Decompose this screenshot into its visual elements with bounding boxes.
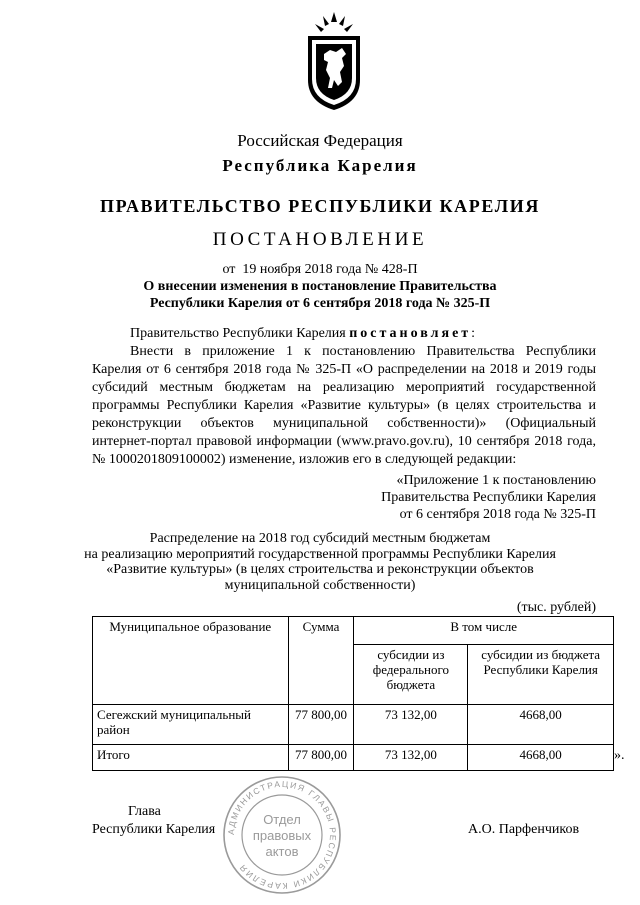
subsidy-table <box>92 616 614 771</box>
appendix-reference <box>296 472 596 523</box>
document-subject-line-1: О внесении изменения в постановление Правительства <box>143 279 497 294</box>
country-name: Российская Федерация <box>237 131 403 150</box>
distribution-title <box>0 531 640 593</box>
document-type: ПОСТАНОВЛЕНИЕ <box>212 229 428 250</box>
document-subject-line-2: Республики Карелия от 6 сентября 2018 года № 325-П <box>149 296 491 311</box>
stamp-line-2: правовых <box>252 828 312 843</box>
cell-municipality: Итого <box>93 745 289 771</box>
signatory-name: А.О. Парфенчиков <box>468 822 580 837</box>
government-title: ПРАВИТЕЛЬСТВО РЕСПУБЛИКИ КАРЕЛИЯ <box>100 196 540 216</box>
cell-federal: 73 132,00 <box>354 745 468 771</box>
header-sum: Сумма <box>288 617 354 705</box>
header-regional-subsidy: субсидии из бюджета Республики Карелия <box>468 645 614 705</box>
amendment-paragraph <box>92 343 596 469</box>
cell-regional: 4668,00 <box>468 745 614 771</box>
paragraph-line: Карелия от 6 сентября 2018 года № 325-П «О распределении на 2018 и 2019 годы <box>92 362 596 377</box>
coat-of-arms-emblem <box>298 10 370 112</box>
header-including: В том числе <box>354 617 614 645</box>
units-label: (тыс. рублей) <box>516 600 596 615</box>
distribution-title-line: «Развитие культуры» (в целях строительства и реконструкции объектов <box>106 562 534 577</box>
document-date-number: от 19 ноября 2018 года № 428-П <box>222 262 418 277</box>
appendix-line: «Приложение 1 к постановлению <box>396 473 596 488</box>
stamp-ring-text: АДМИНИСТРАЦИЯ ГЛАВЫ РЕСПУБЛИКИ КАРЕЛИЯ <box>225 778 339 892</box>
paragraph-line: субсидий местным бюджетам на реализацию мероприятий государственной <box>92 380 596 395</box>
paragraph-line: реконструкции объектов муниципальной собственности)» (Официальный <box>92 416 596 431</box>
decree-statement <box>130 326 600 342</box>
stamp-line-3: актов <box>265 844 299 859</box>
table-row <box>93 745 614 771</box>
header-municipality: Муниципальное образование <box>93 617 289 705</box>
decree-suffix: : <box>471 326 476 341</box>
paragraph-line: программы Республики Карелия «Развитие культуры» (в целях строительства и <box>92 398 596 413</box>
paragraph-line: интернет-портал правовой информации (www.pravo.gov.ru), 10 сентября 2018 года, <box>92 434 596 449</box>
cell-municipality: Сегежский муниципальный район <box>93 705 289 745</box>
cell-sum: 77 800,00 <box>288 705 354 745</box>
decree-prefix: Правительство Республики Карелия <box>130 326 350 341</box>
distribution-title-line: на реализацию мероприятий государственной программы Республики Карелия <box>84 546 556 562</box>
closing-quote: ». <box>614 748 625 763</box>
table-row <box>93 705 614 745</box>
paragraph-line: № 1000201809100002) изменение, изложив его в следующей редакции: <box>92 452 517 467</box>
paragraph-line: Внести в приложение 1 к постановлению Правительства Республики <box>130 344 596 359</box>
distribution-title-line: Распределение на 2018 год субсидий местным бюджетам <box>149 531 491 546</box>
signatory-title-line-1: Глава <box>128 804 161 819</box>
distribution-title-line: муниципальной собственности) <box>224 577 416 593</box>
appendix-line: Правительства Республики Карелия <box>381 490 596 505</box>
cell-federal: 73 132,00 <box>354 705 468 745</box>
cell-sum: 77 800,00 <box>288 745 354 771</box>
legal-acts-stamp <box>221 774 343 896</box>
header-federal-subsidy: субсидии из федерального бюджета <box>354 645 468 705</box>
republic-name: Республика Карелия <box>222 156 418 175</box>
signatory-title-line-2: Республики Карелия <box>92 822 216 837</box>
stamp-line-1: Отдел <box>263 812 301 827</box>
decree-word: постановляет <box>349 326 472 341</box>
appendix-line: от 6 сентября 2018 года № 325-П <box>399 507 596 522</box>
cell-regional: 4668,00 <box>468 705 614 745</box>
